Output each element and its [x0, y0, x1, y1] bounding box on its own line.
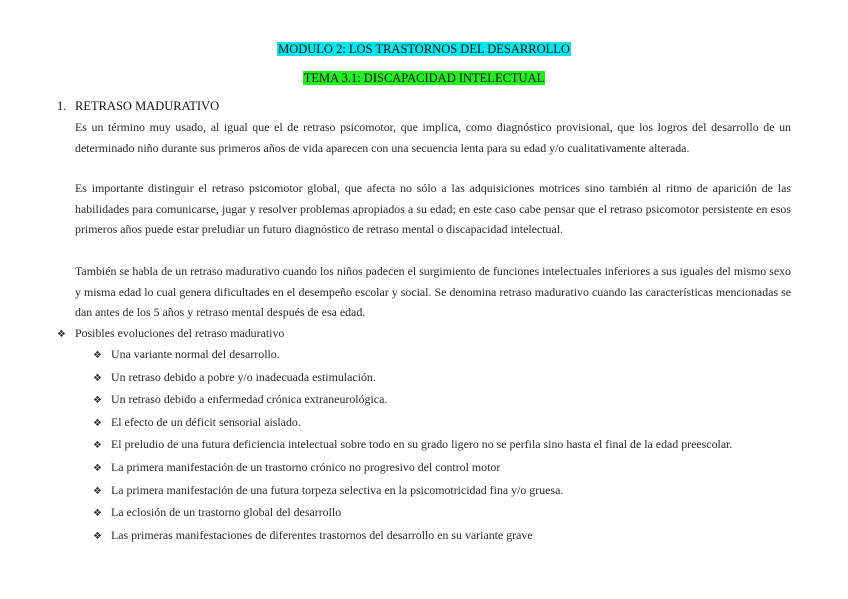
paragraph-1: Es un término muy usado, al igual que el de retraso psicomotor, que implica, como diagnóstico provisional, que los logros del desarrollo de un determinado niño durante sus primeros años de vida aparecen con una secuencia lenta para su edad y/o cualitativamente alterada. [75, 120, 791, 155]
section-heading [57, 98, 219, 114]
list-item-text: Un retraso debido a enfermedad crónica extraneurológica. [111, 392, 388, 407]
list-item [93, 412, 732, 435]
diamond-bullet-icon: ❖ [57, 329, 66, 340]
section-number: 1. [57, 99, 67, 113]
list-item [93, 457, 732, 480]
diamond-bullet-icon: ❖ [93, 417, 102, 429]
topic-title-text: TEMA 3.1: DISCAPACIDAD INTELECTUAL [303, 71, 545, 85]
evolutions-bullet [57, 323, 284, 346]
list-item [93, 367, 732, 390]
list-item [93, 389, 732, 412]
module-title [0, 41, 848, 57]
diamond-bullet-icon: ❖ [93, 395, 102, 407]
list-item-text: La eclosión de un trastorno global del desarrollo [111, 505, 342, 520]
diamond-bullet-icon: ❖ [93, 530, 102, 542]
list-item-text: El preludio de una futura deficiencia intelectual sobre todo en su grado ligero no se perfila sino hasta el final de la edad preescolar. [111, 437, 733, 452]
topic-title [0, 70, 848, 86]
section-heading-text: RETRASO MADURATIVO [75, 99, 220, 113]
list-item [93, 525, 732, 548]
list-item [93, 434, 732, 457]
list-item-text: Una variante normal del desarrollo. [111, 347, 280, 361]
list-item [93, 480, 732, 503]
list-item [93, 502, 732, 525]
list-item-text: La primera manifestación de una futura torpeza selectiva en la psicomotricidad fina y/o gruesa. [111, 482, 564, 497]
diamond-bullet-icon: ❖ [93, 462, 102, 474]
module-title-text: MODULO 2: LOS TRASTORNOS DEL DESARROLLO [278, 42, 570, 56]
diamond-bullet-icon: ❖ [93, 372, 102, 384]
paragraph-3: También se habla de un retraso madurativo cuando los niños padecen el surgimiento de funciones intelectuales inferiores a sus iguales del mismo sexo y misma edad lo cual genera dificultades en el desempeño escolar y social. Se denomina retraso madurativo cuando las características mencionadas se dan antes de los 5 años y retraso mental después de esa edad. [75, 264, 791, 320]
evolutions-title: Posibles evoluciones del retraso madurativo [75, 326, 285, 340]
list-item-text: El efecto de un déficit sensorial aislado. [111, 414, 301, 429]
list-item-text: Las primeras manifestaciones de diferentes trastornos del desarrollo en su variante grave [111, 527, 533, 542]
diamond-bullet-icon: ❖ [93, 350, 102, 361]
list-item-text: Un retraso debido a pobre y/o inadecuada estimulación. [111, 369, 376, 384]
paragraph-2: Es importante distinguir el retraso psicomotor global, que afecta no sólo a las adquisiciones motrices sino también al ritmo de aparición de las habilidades para comunicarse, jugar y resolver problemas apropiados a su edad; en este caso cabe pensar que el retraso psicomotor persistente en esos primeros años puede estar preludiar un futuro diagnóstico de retraso mental o discapacidad intelectual. [75, 181, 791, 237]
list-item-text: La primera manifestación de un trastorno crónico no progresivo del control motor [111, 459, 501, 474]
diamond-bullet-icon: ❖ [93, 440, 102, 452]
evolutions-list [93, 344, 732, 547]
diamond-bullet-icon: ❖ [93, 508, 102, 520]
diamond-bullet-icon: ❖ [93, 485, 102, 497]
list-item [93, 344, 732, 367]
